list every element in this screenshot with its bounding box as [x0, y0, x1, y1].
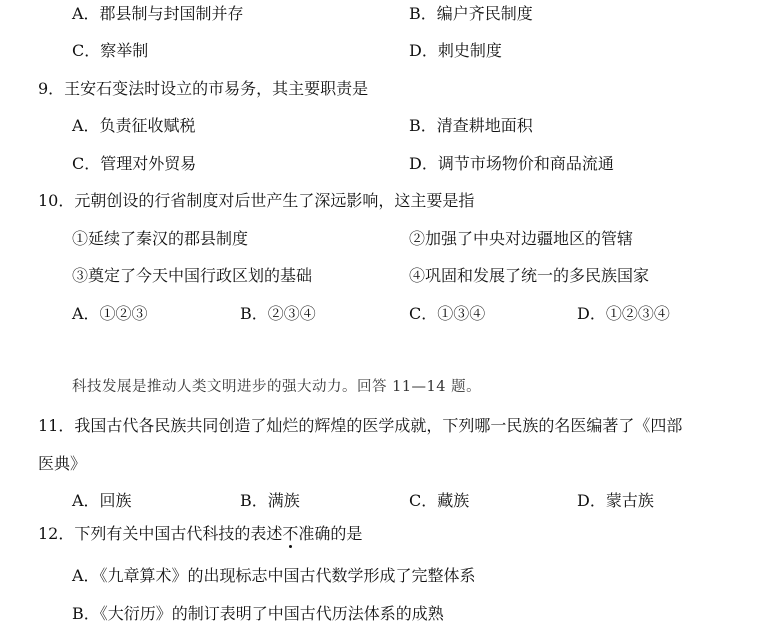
q10-option-d: D．①②③④ [577, 304, 670, 323]
q10-option-a: A．①②③ [72, 304, 148, 323]
q11-option-c: C．藏族 [409, 491, 470, 510]
q12-stem [38, 523, 362, 545]
q11-stem-line1: 11．我国古代各民族共同创造了灿烂的辉煌的医学成就，下列哪一民族的名医编著了《四部 [38, 416, 683, 435]
q8-option-d: D．刺史制度 [409, 41, 502, 60]
q10-statement-3: ③奠定了今天中国行政区划的基础 [72, 266, 313, 285]
q12-stem-prefix: 12．下列有关中国古代科技的表述 [38, 524, 283, 543]
q12-emphasis-word: 不 [282, 524, 299, 543]
q9-option-b: B．清查耕地面积 [409, 116, 533, 135]
q9-option-d: D．调节市场物价和商品流通 [409, 154, 614, 173]
q12-option-b: B．《大衍历》的制订表明了中国古代历法体系的成熟 [72, 604, 444, 623]
q10-option-c: C．①③④ [409, 304, 486, 323]
q11-option-a: A．回族 [72, 491, 132, 510]
q10-stem: 10．元朝创设的行省制度对后世产生了深远影响，这主要是指 [38, 191, 475, 210]
q8-option-a: A．郡县制与封国制并存 [72, 4, 244, 23]
q10-statement-1: ①延续了秦汉的郡县制度 [72, 229, 249, 248]
q8-option-b: B．编户齐民制度 [409, 4, 533, 23]
q10-statement-2: ②加强了中央对边疆地区的管辖 [409, 229, 634, 248]
q9-option-c: C．管理对外贸易 [72, 154, 197, 173]
q11-option-d: D．蒙古族 [577, 491, 654, 510]
q8-option-c: C．察举制 [72, 41, 149, 60]
q12-stem-suffix: 准确的是 [298, 524, 363, 543]
section-intro: 科技发展是推动人类文明进步的强大动力。回答 11—14 题。 [72, 379, 482, 395]
q12-option-a: A．《九章算术》的出现标志中国古代数学形成了完整体系 [72, 566, 476, 585]
q10-statement-4: ④巩固和发展了统一的多民族国家 [409, 266, 650, 285]
q9-stem: 9．王安石变法时设立的市易务，其主要职责是 [38, 79, 369, 98]
q10-option-b: B．②③④ [240, 304, 316, 323]
q11-stem-line2: 医典》 [38, 454, 87, 473]
q9-option-a: A．负责征收赋税 [72, 116, 196, 135]
q11-option-b: B．满族 [240, 491, 300, 510]
